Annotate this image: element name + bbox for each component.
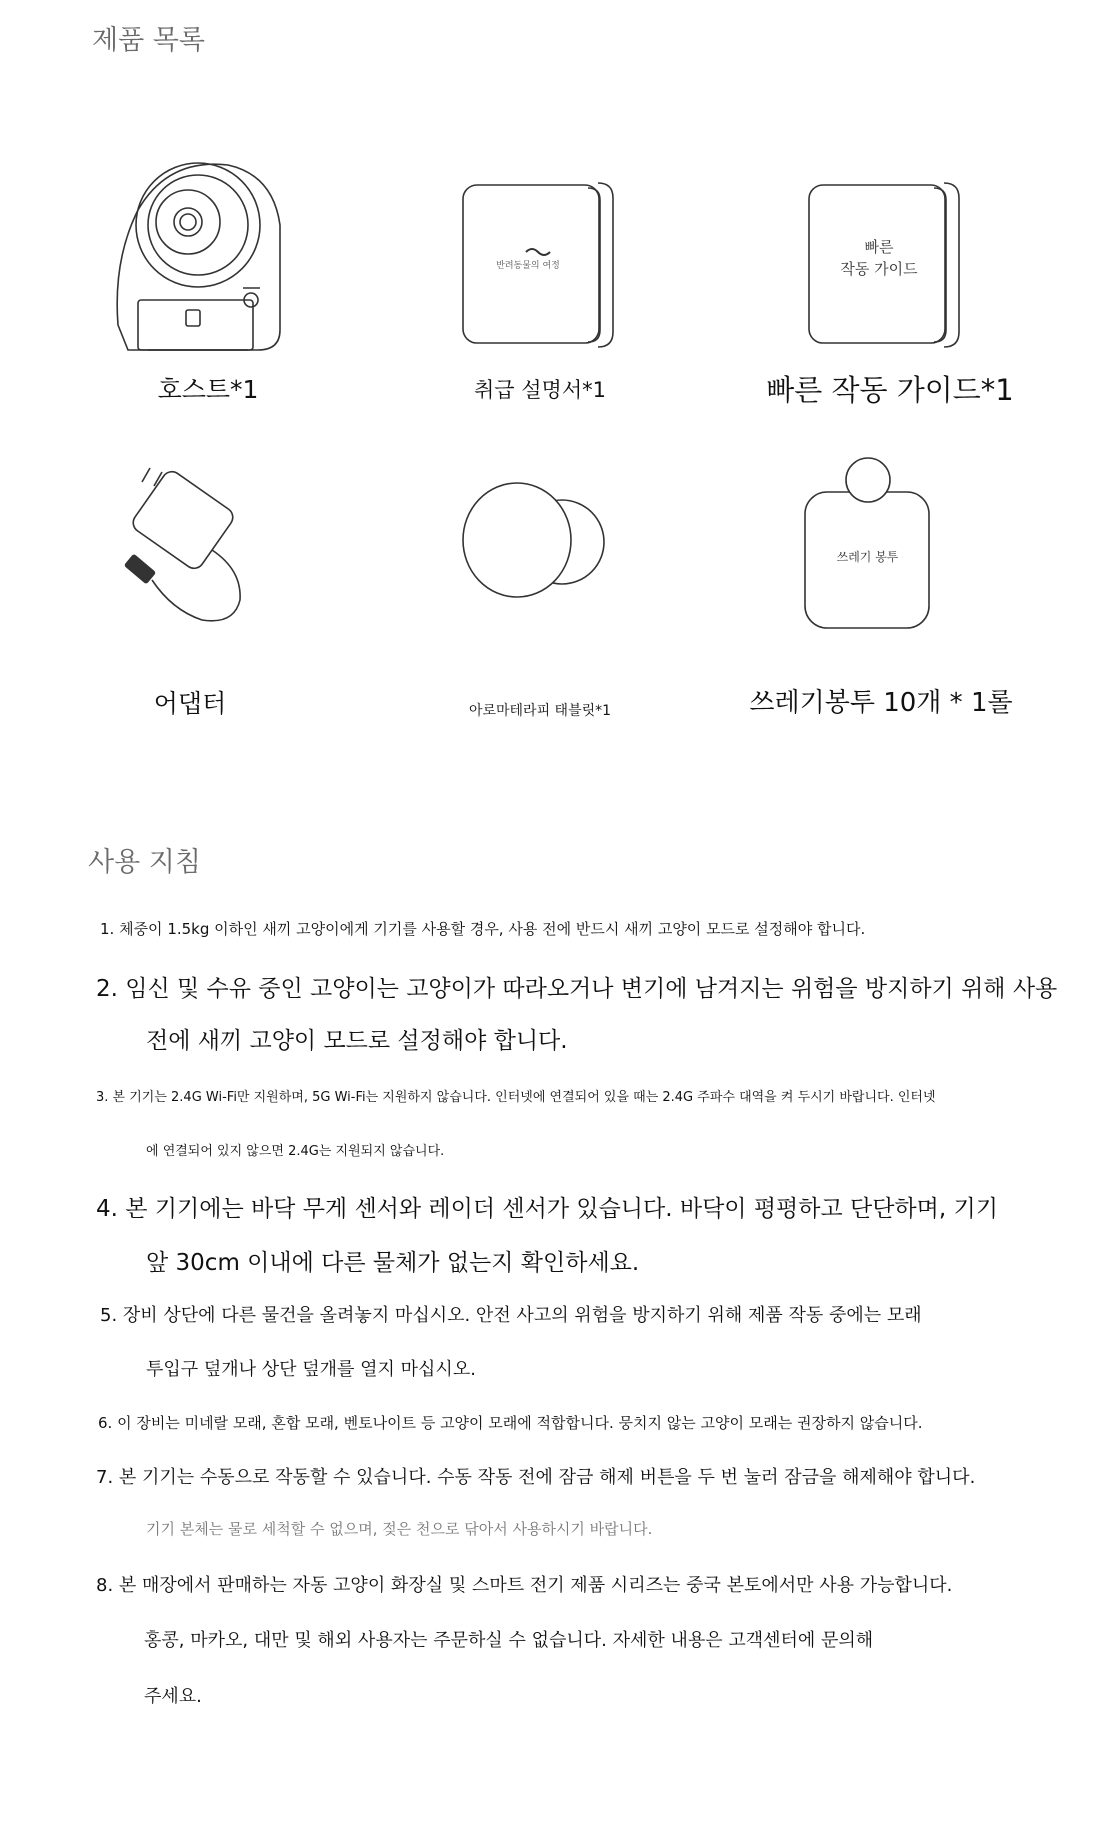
note-4-line1: 4. 본 기기에는 바닥 무게 센서와 레이더 센서가 있습니다. 바닥이 평평하고 단단하며, 기기 xyxy=(96,1196,998,1222)
note-3-line2: 에 연결되어 있지 않으면 2.4G는 지원되지 않습니다. xyxy=(146,1144,445,1159)
note-2-line1: 2. 임신 및 수유 중인 고양이는 고양이가 따라오거나 변기에 남겨지는 위험을 방지하기 위해 사용 xyxy=(96,976,1058,1002)
quick-guide-cover xyxy=(814,236,944,280)
aroma-illustration xyxy=(462,482,612,607)
manual-label: 취급 설명서*1 xyxy=(474,378,606,402)
adapter-label: 어댑터 xyxy=(153,689,227,718)
products-section-title: 제품 목록 xyxy=(92,25,205,56)
note-8-line3: 주세요. xyxy=(144,1686,202,1707)
manual-cover-text: 반려동물의 여정 xyxy=(496,261,560,271)
quick-guide-cover-line2: 작동 가이드 xyxy=(840,260,918,278)
trash-bag-illustration xyxy=(800,456,935,636)
host-label: 호스트*1 xyxy=(157,375,259,404)
note-1: 1. 체중이 1.5kg 이하인 새끼 고양이에게 기기를 사용할 경우, 사용 전에 반드시 새끼 고양이 모드로 설정해야 합니다. xyxy=(100,920,866,938)
usage-section-title: 사용 지침 xyxy=(88,847,201,878)
note-7-line2: 기기 본체는 물로 세척할 수 없으며, 젖은 천으로 닦아서 사용하시기 바랍니다. xyxy=(146,1520,653,1538)
note-5-line1: 5. 장비 상단에 다른 물건을 올려놓지 마십시오. 안전 사고의 위험을 방지하기 위해 제품 작동 중에는 모래 xyxy=(100,1305,922,1326)
note-8-line2: 홍콩, 마카오, 대만 및 해외 사용자는 주문하실 수 없습니다. 자세한 내용은 고객센터에 문의해 xyxy=(144,1630,874,1651)
note-8-line1: 8. 본 매장에서 판매하는 자동 고양이 화장실 및 스마트 전기 제품 시리즈는 중국 본토에서만 사용 가능합니다. xyxy=(96,1575,953,1596)
adapter-illustration xyxy=(122,460,252,630)
note-4-line2: 앞 30cm 이내에 다른 물체가 없는지 확인하세요. xyxy=(146,1250,640,1276)
trash-bag-label: 쓰레기봉투 10개 * 1롤 xyxy=(749,688,1013,718)
note-2-line2: 전에 새끼 고양이 모드로 설정해야 합니다. xyxy=(146,1028,568,1054)
note-3-line1: 3. 본 기기는 2.4G Wi-Fi만 지원하며, 5G Wi-Fi는 지원하지 않습니다. 인터넷에 연결되어 있을 때는 2.4G 주파수 대역을 켜 두시기 바랍니다. 인터넷 xyxy=(96,1090,936,1105)
quick-guide-cover-line1: 빠른 xyxy=(864,238,894,256)
note-7-line1: 7. 본 기기는 수동으로 작동할 수 있습니다. 수동 작동 전에 잠금 해제 버튼을 두 번 눌러 잠금을 해제해야 합니다. xyxy=(96,1467,976,1488)
aroma-label: 아로마테라피 태블릿*1 xyxy=(468,703,612,719)
note-6: 6. 이 장비는 미네랄 모래, 혼합 모래, 벤토나이트 등 고양이 모래에 적합합니다. 뭉치지 않는 고양이 모래는 권장하지 않습니다. xyxy=(98,1414,923,1432)
quick-guide-label: 빠른 작동 가이드*1 xyxy=(766,373,1014,407)
trash-bag-text: 쓰레기 봉투 xyxy=(836,550,899,564)
note-5-line2: 투입구 덮개나 상단 덮개를 열지 마십시오. xyxy=(146,1359,476,1380)
host-illustration xyxy=(108,150,288,360)
